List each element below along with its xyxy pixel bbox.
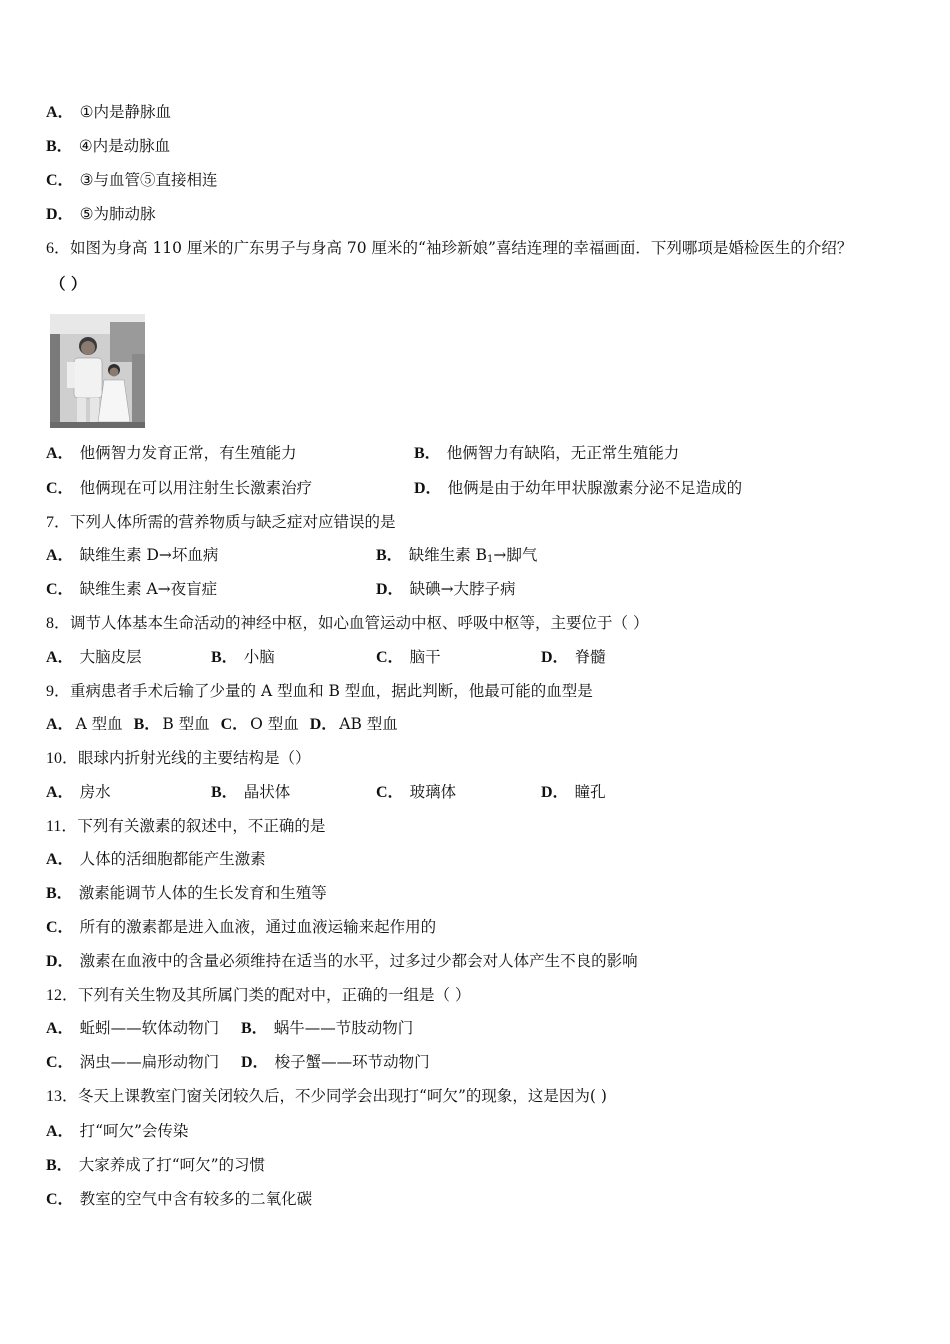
q9-option-c: C． O 型血: [220, 715, 299, 733]
q5-option-a: A． ①内是静脉血: [46, 103, 171, 121]
q12-stem: 12．下列有关生物及其所属门类的配对中，正确的一组是（ ）: [46, 986, 471, 1004]
wedding-photo: [50, 314, 145, 428]
q5-option-d: D． ⑤为肺动脉: [46, 205, 156, 223]
q8-option-b: B． 小脑: [211, 648, 275, 666]
q9-option-b: B． B 型血: [133, 715, 210, 733]
q5-option-b: B． ④内是动脉血: [46, 137, 171, 155]
q8-option-c: C． 脑干: [376, 648, 441, 666]
q9-stem: 9．重病患者手术后输了少量的 A 型血和 B 型血，据此判断，他最可能的血型是: [46, 682, 593, 700]
q6-option-b: B． 他俩智力有缺陷，无正常生殖能力: [414, 444, 680, 462]
q9-option-a: A． A 型血: [46, 715, 123, 733]
q8-option-a: A． 大脑皮层: [46, 648, 142, 666]
q6-option-c: C． 他俩现在可以用注射生长激素治疗: [46, 479, 313, 497]
q6-answer-paren: （ ）: [50, 274, 87, 293]
q6-option-a: A． 他俩智力发育正常，有生殖能力: [46, 444, 297, 462]
q13-option-b: B． 大家养成了打“呵欠”的习惯: [46, 1156, 266, 1174]
q10-option-d: D． 瞳孔: [541, 783, 606, 801]
q6-stem: 6．如图为身高 110 厘米的广东男子与身高 70 厘米的“袖珍新娘”喜结连理的幸福画面．下列哪项是婚检医生的介绍？: [46, 239, 853, 257]
q11-option-c: C． 所有的激素都是进入血液，通过血液运输来起作用的: [46, 918, 437, 936]
q11-option-a: A． 人体的活细胞都能产生激素: [46, 850, 266, 868]
q11-option-d: D． 激素在血液中的含量必须维持在适当的水平，过多过少都会对人体产生不良的影响: [46, 952, 638, 970]
q10-option-a: A． 房水: [46, 783, 111, 801]
q7-option-a: A． 缺维生素 D→坏血病: [46, 546, 219, 564]
q13-option-c: C． 教室的空气中含有较多的二氧化碳: [46, 1190, 313, 1208]
q7-stem: 7．下列人体所需的营养物质与缺乏症对应错误的是: [46, 513, 396, 531]
q8-option-d: D． 脊髓: [541, 648, 606, 666]
q10-option-c: C． 玻璃体: [376, 783, 457, 801]
q6-option-d: D． 他俩是由于幼年甲状腺激素分泌不足造成的: [414, 479, 743, 497]
q11-stem: 11．下列有关激素的叙述中，不正确的是: [46, 817, 326, 835]
q13-stem: 13．冬天上课教室门窗关闭较久后，不少同学会出现打“呵欠”的现象，这是因为( ): [46, 1087, 607, 1105]
q9-options: [46, 714, 398, 734]
q13-option-a: A． 打“呵欠”会传染: [46, 1122, 189, 1140]
q9-option-d: D． AB 型血: [309, 715, 398, 733]
q12-option-b: B． 蜗牛——节肢动物门: [241, 1019, 414, 1037]
q7-option-d: D． 缺碘→大脖子病: [376, 580, 516, 598]
q10-option-b: B． 晶状体: [211, 783, 291, 801]
q5-option-c: C． ③与血管⑤直接相连: [46, 171, 218, 189]
q7-option-b: B． 缺维生素 $B_1\to$脚气: [376, 546, 538, 565]
q8-stem: 8．调节人体基本生命活动的神经中枢，如心血管运动中枢、呼吸中枢等，主要位于（ ）: [46, 614, 649, 632]
wedding-photo-image: [50, 314, 145, 428]
q11-option-b: B． 激素能调节人体的生长发育和生殖等: [46, 884, 327, 902]
q10-stem: 10．眼球内折射光线的主要结构是（）: [46, 749, 311, 767]
q12-option-a: A． 蚯蚓——软体动物门: [46, 1019, 220, 1037]
q12-option-d: D． 梭子蟹——环节动物门: [241, 1053, 430, 1071]
q12-option-c: C． 涡虫——扁形动物门: [46, 1053, 220, 1071]
q7-option-c: C． 缺维生素 A→夜盲症: [46, 580, 218, 598]
